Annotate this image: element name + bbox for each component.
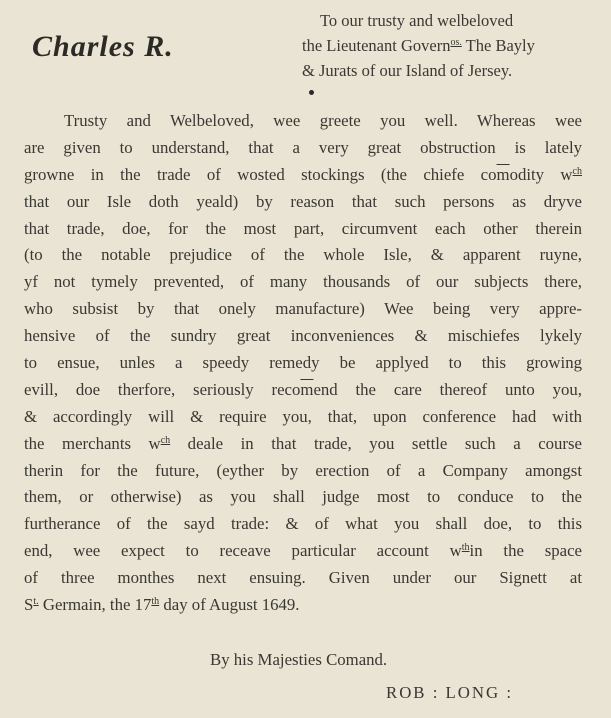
text: the merchants w <box>24 433 161 453</box>
text: end, wee expect to receave particular account w <box>24 541 462 561</box>
command-line: By his Majesties Comand. <box>210 650 388 669</box>
letter-line: to ensue, unles a speedy remedy be applyed to this growing <box>24 353 582 373</box>
text: in the space <box>469 541 582 561</box>
superscript: ch <box>572 165 582 177</box>
abbrev-letter: $\overline{m}$ <box>300 379 314 399</box>
letter-line <box>24 162 582 189</box>
abbrev-letter: $\overline{m}$ <box>496 164 510 184</box>
secretary-signature: ROB : LONG : <box>386 683 514 702</box>
letter-line: (to the notable prejudice of the whole Isle, & apparent ruyne, <box>24 245 582 265</box>
superscript: th <box>151 596 160 608</box>
address-line-2 <box>302 33 602 58</box>
letter-line: yf not tymely prevented, of many thousands of our subjects there, <box>24 272 582 292</box>
letter-line: of three monthes next ensuing. Given under our Signett at <box>24 568 582 588</box>
superscript: os. <box>450 37 462 48</box>
letter-line <box>24 377 582 404</box>
letter-line: hensive of the sundry great inconveniences & mischiefes lykely <box>24 326 582 346</box>
text: odity w <box>509 164 573 184</box>
letter-line: who subsist by that onely manufacture) Wee being very appre- <box>24 299 582 319</box>
text: day of August 1649. <box>159 595 300 615</box>
superscript: ch <box>160 434 171 446</box>
text: Germain, the 17 <box>38 595 152 615</box>
address-line-3: & Jurats of our Island of Jersey. <box>302 61 513 80</box>
letter-line: that our Isle doth yeald) by reason that such persons as dryve <box>24 191 582 211</box>
letter-line <box>24 431 582 458</box>
letter-line: furtherance of the sayd trade: & of what you shall doe, to this <box>24 514 582 534</box>
address-block <box>302 8 602 83</box>
letter-line: them, or otherwise) as you shall judge most to conduce to the <box>24 487 582 507</box>
letter-line: are given to understand, that a very great obstruction is lately <box>24 137 582 157</box>
letter-line <box>24 538 582 565</box>
text: S <box>24 595 34 615</box>
address-line-1: To our trusty and welbeloved <box>320 11 514 30</box>
text: end the care thereof unto you, <box>313 379 582 399</box>
letter-body <box>24 108 582 619</box>
text: deale in that trade, you settle such a course <box>170 433 582 453</box>
text: growne in the trade of wosted stockings (the chiefe co <box>24 164 497 184</box>
letter-line: therin for the future, (eyther by erection of a Company amongst <box>24 460 582 480</box>
letter-line: that trade, doe, for the most part, circumvent each other therein <box>24 218 582 238</box>
letter-line <box>24 592 582 619</box>
letter-line: Trusty and Welbeloved, wee greete you well. Whereas wee <box>64 111 582 130</box>
superscript: th <box>461 542 470 554</box>
address-text: the Lieutenant Govern <box>302 36 451 55</box>
superscript: t. <box>33 596 39 608</box>
royal-signature-heading: Charles R. <box>32 30 174 63</box>
ornament-dot <box>309 90 314 95</box>
text: evill, doe therfore, seriously reco <box>24 379 301 399</box>
letter-line: & accordingly will & require you, that, upon conference had with <box>24 406 582 426</box>
address-text: The Bayly <box>461 36 535 55</box>
